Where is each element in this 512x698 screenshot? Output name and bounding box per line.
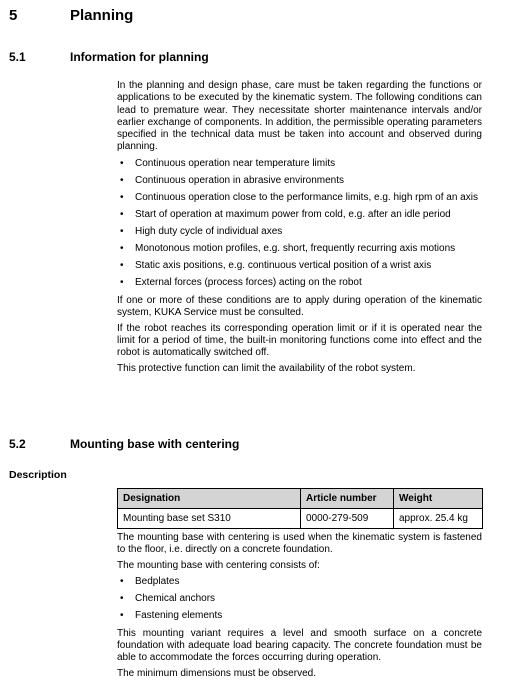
section-5-2-body xyxy=(117,532,482,684)
list-item: • Static axis positions, e.g. continuous vertical position of a wrist axis xyxy=(120,260,432,272)
bullet-icon: • xyxy=(120,191,124,203)
operation-limit-paragraph: If the robot reaches its corresponding operation limit or if it is operated near the limit for a period of time, the built-in monitoring functions come into effect and the robot is automatically switched off. xyxy=(117,322,482,359)
usage-paragraph: The mounting base with centering is used when the kinematic system is fastened to the floor, i.e. directly on a concrete foundation. xyxy=(117,532,482,556)
list-item: • Continuous operation in abrasive environments xyxy=(120,174,345,186)
table-cell-article-number: 0000-279-509 xyxy=(301,509,394,529)
list-item: • Continuous operation near temperature limits xyxy=(120,157,336,169)
list-item: • High duty cycle of individual axes xyxy=(120,226,283,238)
consists-of-paragraph: The mounting base with centering consists of: xyxy=(117,559,320,571)
table-row xyxy=(118,509,483,529)
list-item: • Bedplates xyxy=(120,576,180,588)
availability-paragraph: This protective function can limit the availability of the robot system. xyxy=(117,362,416,374)
list-item: • External forces (process forces) acting on the robot xyxy=(120,277,362,289)
table-cell-weight: approx. 25.4 kg xyxy=(394,509,483,529)
column-header-article-number: Article number xyxy=(301,489,394,509)
list-item: • Start of operation at maximum power from cold, e.g. after an idle period xyxy=(120,209,451,221)
section-number: 5.2 xyxy=(9,437,26,451)
table-header-row xyxy=(118,489,483,509)
list-item: • Chemical anchors xyxy=(120,593,216,605)
minimum-dimensions-paragraph: The minimum dimensions must be observed. xyxy=(117,667,316,679)
bullet-icon: • xyxy=(120,157,124,169)
bullet-icon: • xyxy=(120,260,124,272)
bullet-icon: • xyxy=(120,174,124,186)
bullet-icon: • xyxy=(120,243,124,255)
bullet-icon: • xyxy=(120,610,124,622)
wear-conditions-list xyxy=(117,158,482,290)
column-header-weight: Weight xyxy=(394,489,483,509)
surface-requirements-paragraph: This mounting variant requires a level and smooth surface on a concrete foundation with adequate load bearing capacity. The concrete foundation must be able to accommodate the forces occurring during operation. xyxy=(117,627,482,664)
chapter-number: 5 xyxy=(9,7,18,24)
chapter-title: Planning xyxy=(70,7,134,24)
list-item: • Continuous operation close to the performance limits, e.g. high rpm of an axis xyxy=(120,191,478,203)
list-item: • Fastening elements xyxy=(120,610,223,622)
table-cell-designation: Mounting base set S310 xyxy=(118,509,301,529)
section-number: 5.1 xyxy=(9,50,26,64)
components-list xyxy=(117,576,482,622)
bullet-icon: • xyxy=(120,593,124,605)
bullet-icon: • xyxy=(120,277,124,289)
bullet-icon: • xyxy=(120,226,124,238)
section-title: Information for planning xyxy=(70,50,209,64)
column-header-designation: Designation xyxy=(118,489,301,509)
mounting-base-table xyxy=(117,488,483,529)
list-item: • Monotonous motion profiles, e.g. short, frequently recurring axis motions xyxy=(120,243,456,255)
section-title: Mounting base with centering xyxy=(70,437,240,451)
bullet-icon: • xyxy=(120,209,124,221)
description-label: Description xyxy=(9,469,67,481)
section-5-1-body xyxy=(117,80,482,378)
intro-paragraph: In the planning and design phase, care must be taken regarding the functions or applications to be executed by the kinematic system. The following conditions can lead to premature wear. They necessitate shorter maintenance intervals and/or earlier exchange of components. In addition, the permissible operating parameters specified in the technical data must be taken into account and observed during planning. xyxy=(117,80,482,153)
kuka-service-paragraph: If one or more of these conditions are to apply during operation of the kinematic system, KUKA Service must be consulted. xyxy=(117,294,482,318)
bullet-icon: • xyxy=(120,576,124,588)
